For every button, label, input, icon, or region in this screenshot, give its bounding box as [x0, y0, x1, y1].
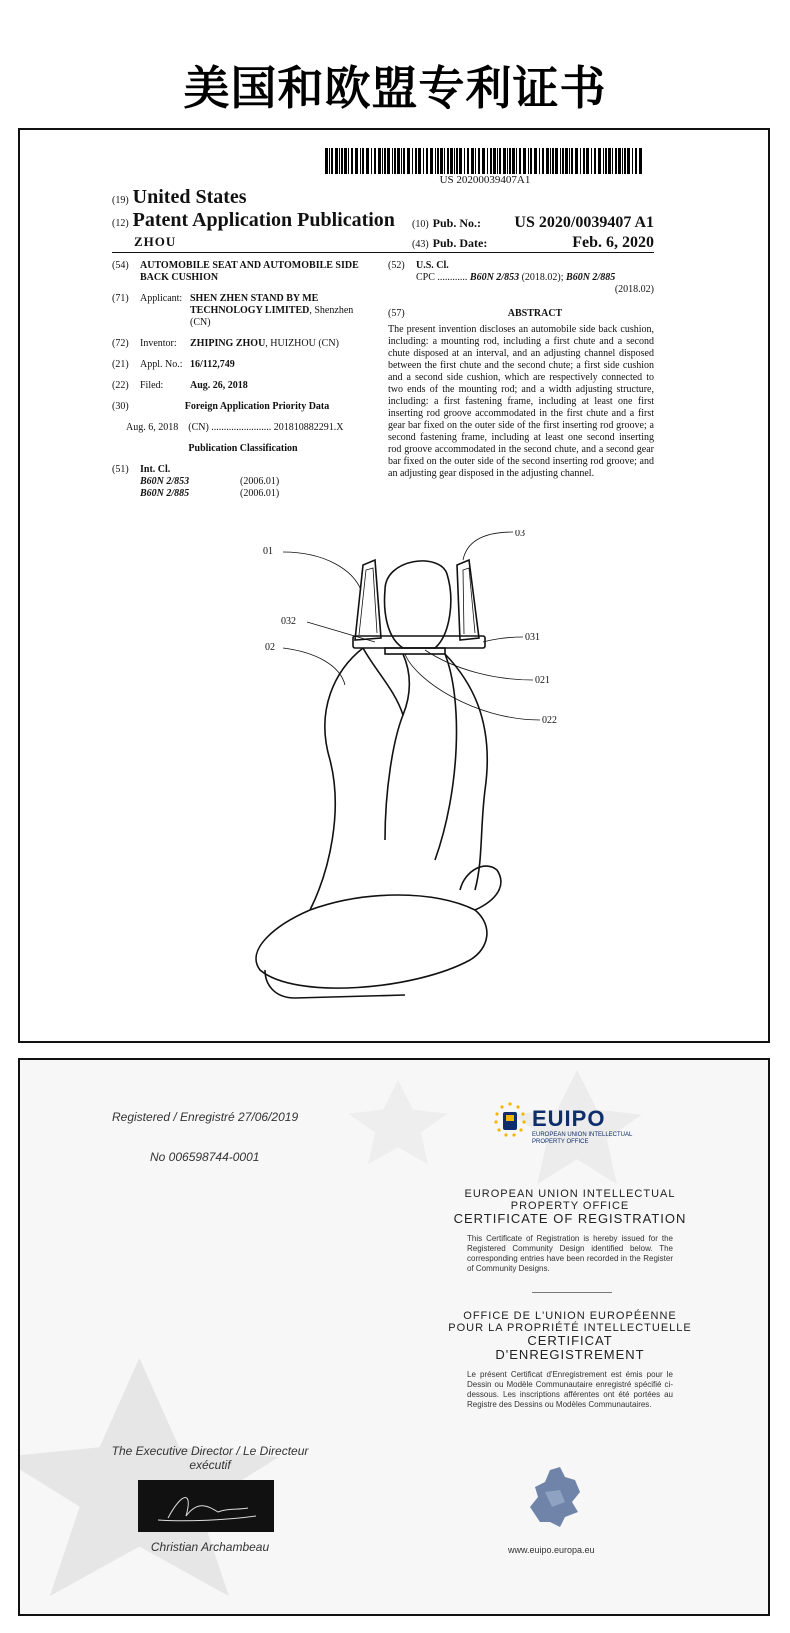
barcode-bar [507, 148, 508, 174]
en-office-line-1: EUROPEAN UNION INTELLECTUAL [464, 1188, 676, 1200]
seatback-center-line [385, 654, 409, 840]
barcode-bar [378, 148, 381, 174]
intcl-list [112, 476, 374, 500]
barcode-bar [412, 148, 413, 174]
barcode-bar [591, 148, 592, 174]
barcode-bar [519, 148, 521, 174]
barcode-bar [569, 148, 570, 174]
figure-label: 03 [515, 530, 525, 539]
patent-header [112, 186, 412, 250]
barcode-bar [339, 148, 340, 174]
registration-date: Registered / Enregistré 27/06/2019 [112, 1110, 299, 1124]
figure-label: 022 [542, 715, 557, 726]
en-office-line-2: PROPERTY OFFICE [510, 1200, 630, 1212]
barcode-bar [509, 148, 511, 174]
barcode-bar [392, 148, 393, 174]
pub-type-code: (12) [112, 218, 129, 229]
registration-number: No 006598744-0001 [150, 1150, 260, 1164]
left-side-cushion [355, 560, 381, 640]
figure-label: 021 [535, 675, 550, 686]
adjusting-channel [385, 648, 445, 654]
english-heading [420, 1188, 720, 1274]
barcode-bar [456, 148, 458, 174]
barcode-bar [331, 148, 333, 174]
signature-image [138, 1480, 274, 1532]
barcode-bar [512, 148, 515, 174]
euipo-website: www.euipo.europa.eu [508, 1545, 595, 1555]
barcode-bar [478, 148, 480, 174]
barcode-bar [516, 148, 517, 174]
right-side-cushion-inner [463, 568, 475, 634]
barcode-bar [384, 148, 386, 174]
barcode-bar [397, 148, 400, 174]
french-heading [420, 1310, 720, 1410]
barcode-bar [435, 148, 436, 174]
barcode-bar [571, 148, 573, 174]
barcode-bar [348, 148, 349, 174]
barcode-bar [335, 148, 338, 174]
filed-code: (22) [112, 380, 129, 391]
leader-03 [463, 532, 513, 560]
barcode-bar [366, 148, 369, 174]
barcode-bar [608, 148, 611, 174]
barcode-bar [627, 148, 630, 174]
barcode-bar [594, 148, 596, 174]
barcode-bar [639, 148, 642, 174]
publication-type: Patent Application Publication [132, 209, 395, 231]
barcode-bar [583, 148, 585, 174]
barcode-bar [487, 148, 488, 174]
barcode-bar [415, 148, 417, 174]
fr-office-line-2: POUR LA PROPRIÉTÉ INTELLECTUELLE [448, 1322, 692, 1334]
barcode-bar [615, 148, 617, 174]
applicant-code: (71) [112, 293, 129, 304]
invention-title: AUTOMOBILE SEAT AND AUTOMOBILE SIDE BACK CUSHION [140, 260, 359, 283]
inventor-location: , HUIZHOU (CN) [265, 338, 339, 349]
inventor-code: (72) [112, 338, 129, 349]
barcode-bar [454, 148, 455, 174]
appl-label: Appl. No.: [140, 359, 183, 370]
barcode-bar [635, 148, 637, 174]
seat-drawing [235, 530, 595, 1000]
barcode-bar [423, 148, 424, 174]
foreign-priority-heading: Foreign Application Priority Data [184, 401, 330, 412]
barcode-bar [374, 148, 376, 174]
filed-date: Aug. 26, 2018 [190, 380, 248, 391]
barcode-bar [459, 148, 462, 174]
abstract-code: (57) [388, 308, 405, 319]
barcode-bar [394, 148, 396, 174]
intcl-class: B60N 2/885 [140, 488, 190, 499]
appl-number: 16/112,749 [190, 359, 235, 370]
figure-label: 01 [263, 546, 273, 557]
barcode-bar [437, 148, 439, 174]
barcode-bar [482, 148, 485, 174]
barcode-bar [542, 148, 544, 174]
abstract-heading: ABSTRACT [507, 308, 563, 319]
signatory-name: Christian Archambeau [150, 1540, 270, 1554]
barcode-bar [528, 148, 529, 174]
leader-01 [283, 552, 361, 590]
seat-base [265, 970, 405, 998]
figure-label: 02 [265, 642, 275, 653]
appl-code: (21) [112, 359, 129, 370]
applicant-name: SHEN ZHEN STAND BY ME TECHNOLOGY LIMITED [190, 293, 319, 316]
fr-certificate-title-1: CERTIFICAT [527, 1333, 613, 1348]
barcode-bar [467, 148, 469, 174]
barcode-bar [550, 148, 551, 174]
en-certificate-text: This Certificate of Registration is hereby issued for the Registered Community Design identified below. The corresponding entries have been recorded in the Register of Community Designs. [467, 1234, 673, 1273]
inventor-short: ZHOU [134, 234, 177, 249]
intcl-code: (51) [112, 464, 129, 475]
barcode-bar [503, 148, 506, 174]
cpc-version-1: (2018.02); [519, 272, 567, 283]
seat-cushion [256, 895, 487, 988]
headrest-outline [385, 561, 451, 648]
barcode-bar [464, 148, 465, 174]
barcode-bar [612, 148, 613, 174]
inventor-label: Inventor: [140, 338, 177, 349]
seatback-left-edge [310, 648, 363, 910]
leader-022 [405, 654, 540, 720]
intcl-row [140, 476, 374, 488]
barcode-bar [430, 148, 433, 174]
figure-label: 032 [281, 616, 296, 627]
figure-label: 031 [525, 632, 540, 643]
exec-title-line-2: exécutif [189, 1458, 231, 1472]
us-patent-document [18, 128, 770, 1043]
fr-certificate-title-2: D'ENREGISTREMENT [495, 1347, 645, 1362]
foreign-priority-row [112, 422, 374, 434]
barcode-bar [534, 148, 537, 174]
barcode-bar [344, 148, 347, 174]
uscl-code: (52) [388, 260, 405, 271]
barcode-bar [493, 148, 496, 174]
barcode-bar [598, 148, 601, 174]
pub-no-label: Pub. No.: [432, 216, 482, 230]
barcode-bar [618, 148, 621, 174]
barcode-bar [426, 148, 428, 174]
leader-031 [483, 637, 523, 642]
inventor-name: ZHIPING ZHOU [190, 338, 266, 349]
publication-info [412, 214, 654, 254]
cpc-dots: ............ [437, 272, 468, 283]
uscl-label: U.S. Cl. [416, 260, 449, 271]
barcode-bar [355, 148, 358, 174]
barcode-bar [603, 148, 604, 174]
barcode-bar [565, 148, 568, 174]
intcl-label: Int. Cl. [140, 464, 171, 475]
right-side-cushion [457, 560, 479, 640]
country-code: (19) [112, 195, 129, 206]
filed-label: Filed: [140, 380, 164, 391]
euipo-logo-text: EUIPO [532, 1106, 606, 1131]
barcode-bar [401, 148, 402, 174]
pub-date-code: (43) [412, 239, 429, 250]
seat-side-panel [460, 866, 501, 910]
barcode-image [325, 148, 645, 174]
barcode-bar [632, 148, 633, 174]
intcl-version: (2006.01) [240, 476, 280, 487]
barcode-bar [403, 148, 405, 174]
barcode-bar [580, 148, 581, 174]
foreign-number: 201810882291.X [273, 422, 344, 433]
seatback-side-bolster [435, 654, 456, 860]
mounting-rod [353, 636, 485, 648]
cpc-row [388, 272, 654, 296]
foreign-country: (CN) [188, 422, 209, 433]
barcode-bar [555, 148, 558, 174]
barcode-bar [560, 148, 561, 174]
cpc-version-2: (2018.02) [614, 284, 654, 295]
intcl-version: (2006.01) [240, 488, 280, 499]
euipo-logo-subtitle: EUROPEAN UNION INTELLECTUAL PROPERTY OFFICE [532, 1132, 633, 1145]
barcode-bar [447, 148, 449, 174]
cpc-class-1: B60N 2/853 [469, 272, 520, 283]
country: United States [132, 186, 247, 208]
barcode-bar [341, 148, 343, 174]
barcode-bar [497, 148, 498, 174]
page-title: 美国和欧盟专利证书 [183, 61, 607, 115]
pub-date: Feb. 6, 2020 [572, 234, 654, 251]
barcode-bar [523, 148, 526, 174]
barcode-bar [552, 148, 554, 174]
barcode-bar [471, 148, 474, 174]
fr-certificate-text: Le présent Certificat d'Enregistrement est émis pour le Dessin ou Modèle Communautaire enregistré spécifié ci-dessous. Les inscriptions afférentes ont été portées au Registre des Dessins ou Modèles Communautaires. [467, 1370, 673, 1409]
en-certificate-title: CERTIFICATE OF REGISTRATION [453, 1211, 687, 1226]
foreign-code: (30) [112, 401, 129, 412]
barcode-bar [351, 148, 353, 174]
seatback-upper-curve [363, 648, 403, 715]
fr-office-line-1: OFFICE DE L'UNION EUROPÉENNE [463, 1310, 677, 1322]
applicant-label: Applicant: [140, 293, 183, 304]
barcode-bar [624, 148, 626, 174]
barcode-bar [450, 148, 453, 174]
leader-032 [307, 622, 375, 642]
barcode-number: US 20200039407A1 [439, 174, 531, 186]
barcode-bar [418, 148, 421, 174]
pub-date-label: Pub. Date: [432, 236, 488, 250]
exec-title-line-1: The Executive Director / Le Directeur [111, 1444, 309, 1458]
applicant-location: , Shenzhen (CN) [190, 305, 354, 328]
abstract-text: The present invention discloses an automobile side back cushion, including: a mounting rod, including a first chute and a second chute disposed at an interval, and an adjusting channel disposed between the first chute and the second chute; a first side cushion and a second side cushion, which are respectively connected to two ends of the mounting rod; and a width adjusting structure, including: a first fastening frame, including at least one first inserting rod groove accommodated in the first chute and a first gear bar fixed on the outer side of the first inserting rod groove; a second fastening frame, including at least one second inserting rod groove accommodated in the second chute, and a second gear bar fixed on the outer side of the second inserting rod groove; and an adjusting gear disposed in the adjusting channel. [388, 324, 654, 479]
bibliographic-column [112, 260, 374, 500]
barcode-bar [371, 148, 372, 174]
barcode-bar [530, 148, 532, 174]
euipo-certificate [18, 1058, 770, 1616]
barcode-bar [546, 148, 549, 174]
pub-no: US 2020/0039407 A1 [514, 214, 654, 231]
header-divider [112, 252, 654, 253]
barcode-bar [575, 148, 578, 174]
barcode-bar [490, 148, 492, 174]
barcode-bar [562, 148, 564, 174]
barcode-bar [329, 148, 330, 174]
barcode-bar [407, 148, 410, 174]
barcode-bar [325, 148, 328, 174]
barcode-bar [382, 148, 383, 174]
classification-abstract-column [388, 260, 654, 480]
foreign-date: Aug. 6, 2018 [126, 422, 179, 433]
title-code: (54) [112, 260, 129, 271]
cpc-label: CPC [416, 272, 435, 283]
barcode-bar [605, 148, 607, 174]
foreign-dots: ........................ [211, 422, 272, 433]
barcode-bar [539, 148, 540, 174]
barcode-bar [362, 148, 364, 174]
barcode-bar [586, 148, 589, 174]
intcl-class: B60N 2/853 [140, 476, 190, 487]
publication-classification-heading: Publication Classification [188, 443, 298, 454]
barcode-bar [499, 148, 501, 174]
barcode-bar [475, 148, 476, 174]
barcode-bar [444, 148, 445, 174]
barcode-bar [622, 148, 623, 174]
pub-no-code: (10) [412, 219, 429, 230]
seatback-right-edge [445, 654, 487, 890]
cpc-class-2: B60N 2/885 [566, 272, 616, 283]
barcode-bar [360, 148, 361, 174]
barcode-bar [387, 148, 390, 174]
barcode-bar [440, 148, 443, 174]
section-divider [532, 1292, 612, 1293]
intcl-row [140, 488, 374, 500]
eu-map-image [520, 1462, 590, 1532]
executive-director-title [100, 1444, 320, 1472]
